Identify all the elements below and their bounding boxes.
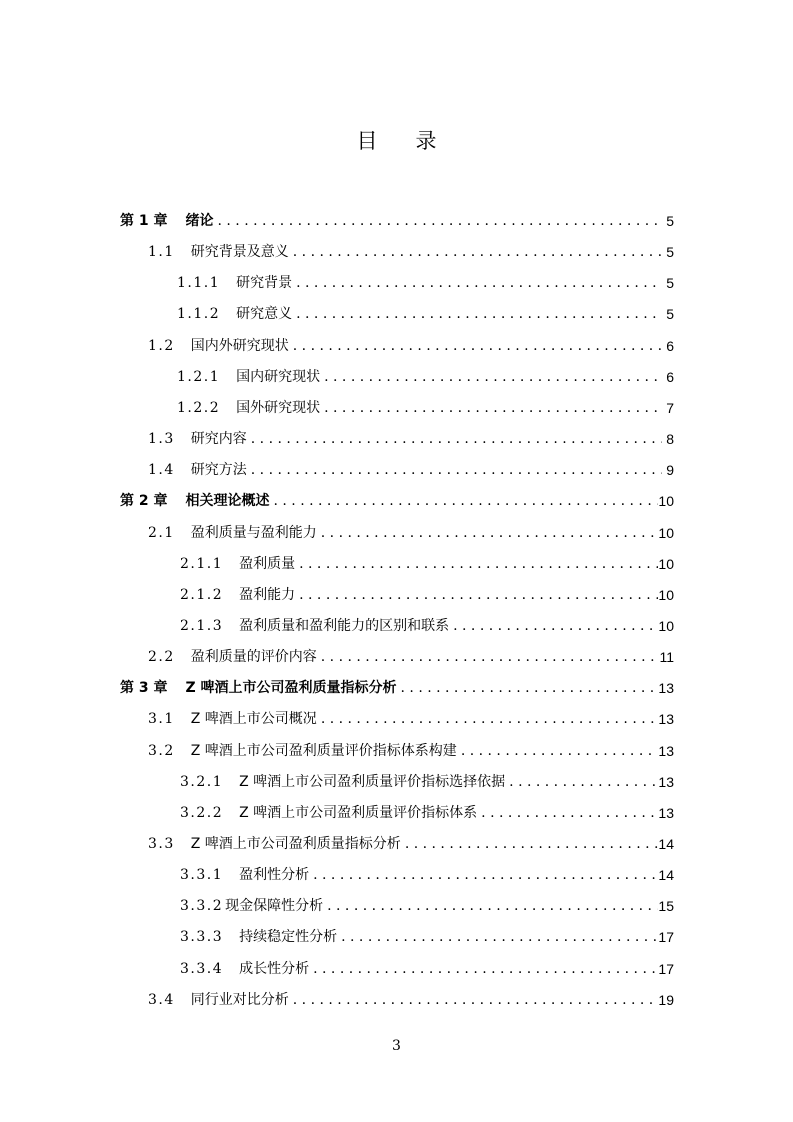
toc-dot-leader (317, 647, 660, 667)
toc-entry[interactable] (148, 231, 674, 262)
toc-dot-leader (270, 491, 659, 511)
toc-entry[interactable] (180, 948, 674, 979)
toc-entry[interactable] (180, 574, 674, 605)
toc-entry-page: 5 (666, 213, 674, 229)
toc-entry[interactable] (148, 979, 674, 1010)
toc-entry-number: 3.3.1 (180, 867, 224, 884)
toc-entry-number: 3.1 (148, 711, 175, 728)
toc-entry-page: 9 (666, 462, 674, 479)
toc-entry-title: 研究背景 (236, 275, 293, 292)
toc-entry-title: 盈利质量的评价内容 (190, 649, 317, 666)
toc-entry-page: 5 (666, 306, 674, 323)
toc-dot-leader (320, 398, 662, 418)
toc-entry[interactable] (148, 698, 674, 729)
toc-entry-title: Z 啤酒上市公司盈利质量指标分析 (185, 680, 397, 697)
toc-entry[interactable] (180, 916, 674, 947)
toc-entry-number: 3.3.2 (180, 898, 224, 915)
toc-entry-number: 第 1 章 (120, 213, 168, 229)
toc-entry[interactable] (177, 387, 674, 418)
toc-entry[interactable] (148, 325, 674, 356)
toc-entry-page: 6 (666, 337, 674, 354)
toc-entry[interactable] (120, 200, 674, 231)
toc-entry[interactable] (180, 792, 674, 823)
toc-entry-number: 3.2.1 (180, 773, 224, 790)
toc-entry-page: 14 (658, 836, 674, 852)
toc-dot-leader (292, 304, 662, 324)
toc-entry-page: 7 (666, 399, 674, 416)
toc-entry-number: 3.2 (148, 742, 175, 759)
toc-entry-number: 1.1.1 (177, 275, 221, 292)
toc-entry-title: 盈利质量和盈利能力的区别和联系 (239, 617, 450, 634)
toc-entry[interactable] (148, 418, 674, 449)
toc-entry-number: 2.1.2 (180, 586, 224, 603)
toc-entry-page: 11 (659, 649, 674, 666)
toc-entry-title: 盈利质量 (239, 555, 296, 572)
toc-entry-number: 1.2.2 (177, 399, 221, 416)
toc-entry-number: 第 2 章 (120, 493, 168, 510)
toc-entry[interactable] (120, 667, 674, 698)
toc-entry-title: 研究背景及意义 (190, 244, 289, 261)
toc-dot-leader (214, 211, 663, 231)
toc-entry-page: 19 (658, 991, 674, 1008)
toc-entry-number: 1.2 (148, 337, 175, 354)
toc-dot-leader (505, 772, 658, 792)
toc-entry-title: 国内外研究现状 (190, 337, 289, 354)
toc-entry[interactable] (148, 512, 674, 543)
toc-dot-leader (289, 242, 662, 262)
toc-entry-number: 3.3 (148, 836, 175, 852)
toc-entry-page: 10 (658, 493, 674, 510)
toc-entry-page: 13 (658, 711, 674, 728)
toc-entry-title: 国内研究现状 (236, 368, 321, 385)
toc-dot-leader (309, 865, 658, 885)
toc-dot-leader (247, 429, 662, 449)
toc-entry-title: 现金保障性分析 (225, 898, 324, 915)
toc-dot-leader (295, 554, 658, 574)
toc-entry-number: 1.2.1 (177, 368, 221, 385)
toc-entry[interactable] (180, 761, 674, 792)
toc-entry-number: 3.2.2 (180, 804, 224, 821)
toc-entry[interactable] (180, 885, 674, 916)
toc-entry-title: 国外研究现状 (236, 399, 321, 416)
toc-entry[interactable] (180, 543, 674, 574)
toc-dot-leader (401, 834, 659, 854)
toc-entry-title: 相关理论概述 (185, 493, 270, 510)
page-number: 3 (392, 1038, 401, 1054)
toc-entry-title: 研究内容 (190, 431, 247, 448)
toc-dot-leader (292, 273, 662, 293)
toc-entry-page: 13 (658, 773, 674, 790)
toc-dot-leader (397, 678, 659, 698)
toc-entry-page: 13 (658, 680, 674, 697)
toc-entry-number: 1.4 (148, 462, 175, 479)
toc-dot-leader (477, 803, 658, 823)
toc-entry-page: 15 (658, 898, 674, 915)
toc-entry-page: 10 (658, 555, 674, 572)
toc-dot-leader (309, 959, 658, 979)
toc-entry[interactable] (148, 449, 674, 480)
toc-dot-leader (295, 585, 658, 605)
toc-entry-title: 盈利能力 (239, 586, 296, 603)
toc-entry-number: 2.1.3 (180, 617, 224, 634)
toc-entry[interactable] (148, 730, 674, 761)
toc-entry-page: 10 (658, 586, 674, 603)
toc-dot-leader (317, 709, 659, 729)
toc-entry-number: 1.1 (148, 244, 175, 261)
toc-entry-title: Z 啤酒上市公司盈利质量评价指标选择依据 (239, 773, 506, 790)
toc-entry-page: 13 (658, 742, 674, 759)
toc-dot-leader (457, 741, 659, 761)
toc-entry-number: 3.4 (148, 991, 175, 1008)
toc-entry-title: Z 啤酒上市公司盈利质量评价指标体系构建 (190, 742, 457, 759)
toc-entry-title: Z 啤酒上市公司盈利质量评价指标体系 (239, 804, 478, 821)
toc-entry-title: 研究意义 (236, 306, 293, 323)
toc-entry-number: 3.3.3 (180, 929, 224, 946)
toc-dot-leader (317, 523, 659, 543)
toc-entry-title: 同行业对比分析 (190, 991, 289, 1008)
toc-entry-page: 14 (658, 867, 674, 884)
toc-entry-title: 持续稳定性分析 (239, 929, 338, 946)
toc-entry-page: 17 (658, 929, 674, 946)
toc-entry[interactable] (148, 823, 674, 854)
toc-entry-page: 8 (666, 431, 674, 448)
toc-entry-page: 5 (666, 244, 674, 261)
toc-dot-leader (320, 367, 662, 387)
toc-entry-title: 成长性分析 (239, 960, 310, 977)
toc-dot-leader (289, 990, 659, 1010)
toc-entry[interactable] (180, 605, 674, 636)
toc-entry[interactable] (177, 262, 674, 293)
toc-dot-leader (289, 336, 662, 356)
toc-entry-title: Z 啤酒上市公司盈利质量指标分析 (190, 836, 401, 852)
toc-entry-number: 2.1 (148, 524, 175, 541)
toc-entry-page: 10 (658, 617, 674, 634)
toc-entry-number: 3.3.4 (180, 960, 224, 977)
toc-entry-page: 17 (658, 960, 674, 977)
toc-entry-title: 绪论 (185, 213, 214, 229)
page-title: 目录 (356, 129, 475, 153)
toc-entry[interactable] (120, 480, 674, 511)
toc-entry-number: 1.1.2 (177, 306, 221, 323)
toc-entry[interactable] (177, 293, 674, 324)
toc-dot-leader (247, 460, 662, 480)
toc-dot-leader (323, 896, 658, 916)
toc-entry-page: 5 (666, 275, 674, 292)
toc-entry-number: 1.3 (148, 431, 175, 448)
toc-entry-page: 10 (658, 524, 674, 541)
toc-entry-title: Z 啤酒上市公司概况 (190, 711, 317, 728)
toc-dot-leader (337, 927, 658, 947)
toc-entry-page: 13 (658, 804, 674, 821)
toc-entry-number: 第 3 章 (120, 680, 168, 697)
toc-entry-number: 2.2 (148, 649, 175, 666)
toc-entry[interactable] (177, 356, 674, 387)
toc-entry[interactable] (148, 636, 674, 667)
toc-entry-title: 盈利性分析 (239, 867, 310, 884)
toc-entry-number: 2.1.1 (180, 555, 224, 572)
toc-entry[interactable] (180, 854, 674, 885)
toc-dot-leader (449, 616, 658, 636)
toc-entry-page: 6 (666, 368, 674, 385)
toc-entry-title: 盈利质量与盈利能力 (190, 524, 317, 541)
toc-entry-title: 研究方法 (190, 462, 247, 479)
